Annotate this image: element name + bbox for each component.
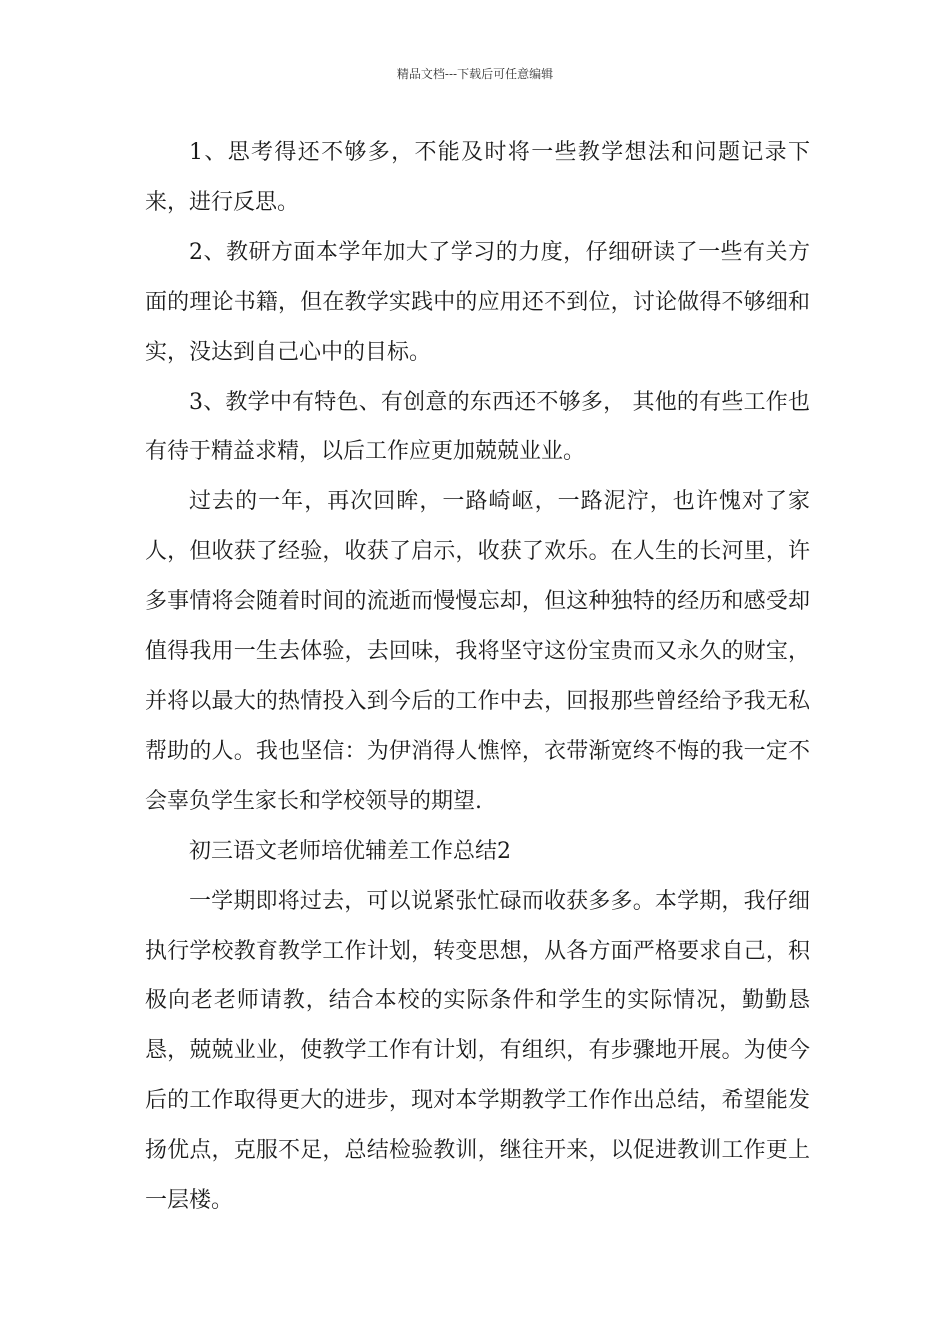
section-heading: 初三语文老师培优辅差工作总结2 <box>189 838 511 864</box>
paragraph-3: 3、教学中有特色、有创意的东西还不够多， 其他的有些工作也有待于精益求精，以后工作应更加兢兢业业。 <box>145 389 810 465</box>
paragraph-4: 过去的一年，再次回眸，一路崎岖，一路泥泞，也许愧对了家人，但收获了经验，收获了启示，收获了欢乐。在人生的长河里，许多事情将会随着时间的流逝而慢慢忘却，但这种独特的经历和感受却值得我用一生去体验，去回味，我将坚守这份宝贵而又永久的财宝，并将以最大的热情投入到今后的工作中去，回报那些曾经给予我无私帮助的人。我也坚信：为伊消得人憔悴，衣带渐宽终不悔的我一定不会辜负学生家长和学校领导的期望. <box>145 489 810 814</box>
paragraph-5: 一学期即将过去，可以说紧张忙碌而收获多多。本学期，我仔细执行学校教育教学工作计划，转变思想，从各方面严格要求自己，积极向老老师请教，结合本校的实际条件和学生的实际情况，勤勤恳恳，兢兢业业，使教学工作有计划，有组织，有步骤地开展。为使今后的工作取得更大的进步，现对本学期教学工作作出总结，希望能发扬优点，克服不足，总结检验教训，继往开来，以促进教训工作更上一层楼。 <box>145 888 810 1214</box>
paragraph-1: 1、思考得还不够多，不能及时将一些教学想法和问题记录下来，进行反思。 <box>145 140 810 215</box>
paragraph-2: 2、教研方面本学年加大了学习的力度，仔细研读了一些有关方面的理论书籍，但在教学实践中的应用还不到位，讨论做得不够细和实，没达到自己心中的目标。 <box>145 239 810 365</box>
document-body <box>145 128 810 1226</box>
page-header: 精品文档---下载后可任意编辑 <box>396 67 554 81</box>
